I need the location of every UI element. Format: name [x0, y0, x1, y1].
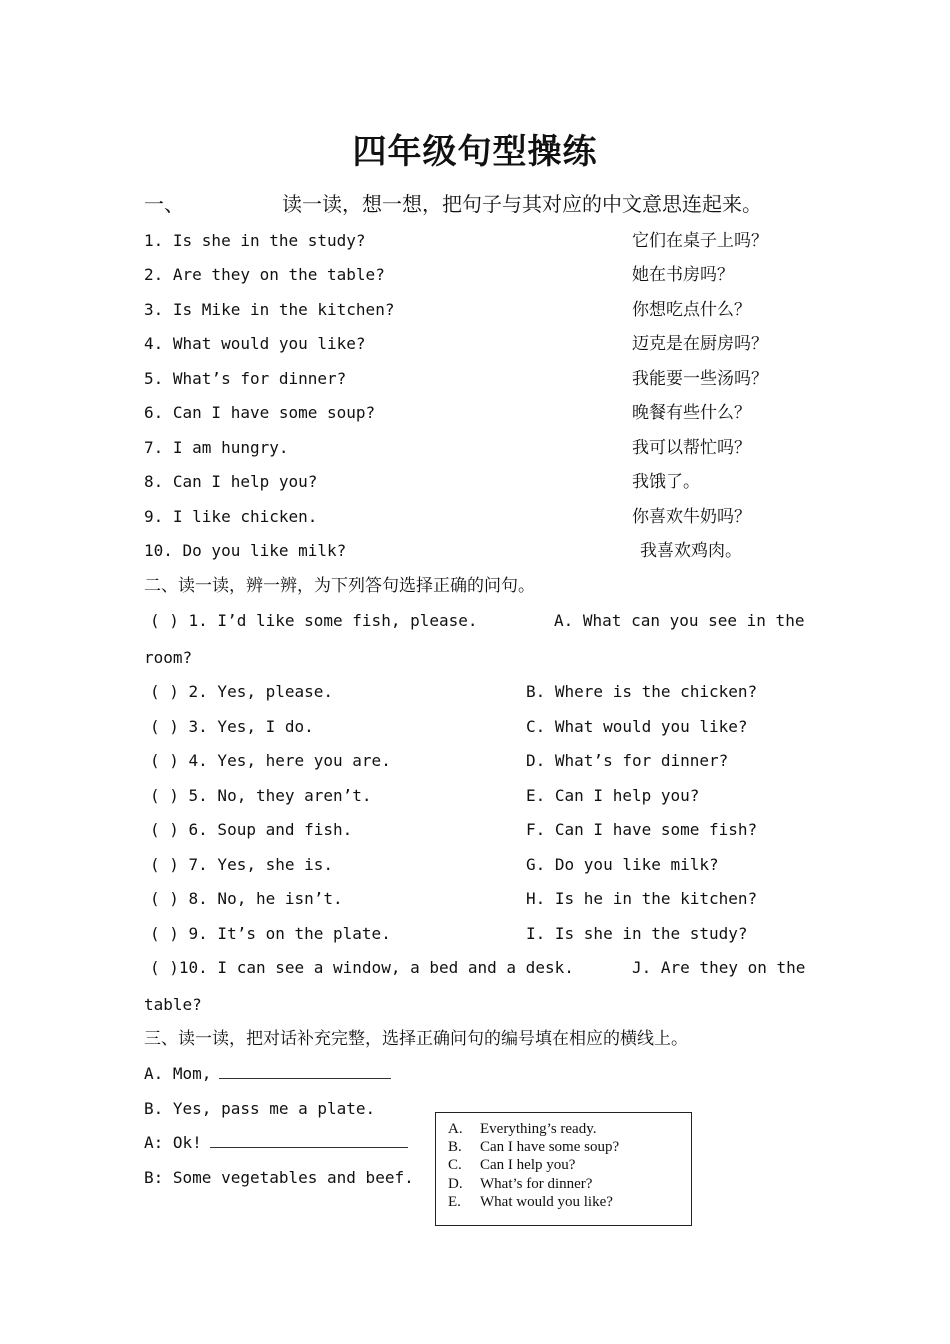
question-option-j: J. Are they on the — [632, 958, 806, 977]
match-english-4: 4. What would you like? — [144, 334, 366, 353]
section1-instruction: 读一读，想一想，把句子与其对应的中文意思连起来。 — [282, 192, 762, 216]
answer-blank-1[interactable] — [219, 1064, 391, 1079]
match-chinese-2: 她在书房吗？ — [632, 265, 734, 285]
answer-blank-2[interactable] — [210, 1133, 408, 1148]
answer-line-2: ( ) 2. Yes, please. — [150, 682, 334, 701]
answer-line-1: ( ) 1. I’d like some fish, please. — [150, 611, 478, 630]
match-english-6: 6. Can I have some soup? — [144, 403, 376, 422]
option-b: B. Can I have some soup? — [448, 1139, 620, 1155]
match-chinese-10: 我喜欢鸡肉。 — [640, 541, 742, 561]
match-chinese-7: 我可以帮忙吗？ — [632, 438, 751, 458]
match-english-8: 8. Can I help you? — [144, 472, 318, 491]
question-option-d: D. What’s for dinner? — [526, 751, 729, 770]
question-option-c: C. What would you like? — [526, 717, 748, 736]
match-chinese-6: 晚餐有些什么？ — [632, 403, 751, 423]
option-c: C. Can I help you? — [448, 1157, 576, 1173]
match-english-2: 2. Are they on the table? — [144, 265, 385, 284]
question-option-g: G. Do you like milk? — [526, 855, 719, 874]
match-english-3: 3. Is Mike in the kitchen? — [144, 300, 395, 319]
match-english-1: 1. Is she in the study? — [144, 231, 366, 250]
question-option-e: E. Can I help you? — [526, 786, 700, 805]
option-a: A. Everything’s ready. — [448, 1121, 597, 1137]
answer-line-7: ( ) 7. Yes, she is. — [150, 855, 334, 874]
options-box — [435, 1112, 692, 1226]
match-chinese-8: 我饿了。 — [632, 472, 700, 492]
question-option-j-wrap: table? — [144, 995, 202, 1014]
answer-line-3: ( ) 3. Yes, I do. — [150, 717, 314, 736]
answer-line-10: ( )10. I can see a window, a bed and a desk. — [150, 958, 574, 977]
page-title: 四年级句型操练 — [352, 132, 598, 172]
match-chinese-1: 它们在桌子上吗？ — [632, 231, 768, 251]
dialogue-line-3-text: A: Ok! — [144, 1133, 202, 1152]
option-d: D. What’s for dinner? — [448, 1176, 593, 1192]
question-option-i: I. Is she in the study? — [526, 924, 748, 943]
section2-heading: 二、读一读，辨一辨，为下列答句选择正确的问句。 — [144, 576, 535, 596]
dialogue-line-4: B: Some vegetables and beef. — [144, 1168, 414, 1187]
dialogue-line-2: B. Yes, pass me a plate. — [144, 1099, 376, 1118]
question-option-f: F. Can I have some fish? — [526, 820, 758, 839]
match-english-7: 7. I am hungry. — [144, 438, 289, 457]
dialogue-line-1 — [144, 1063, 391, 1085]
match-chinese-3: 你想吃点什么？ — [632, 300, 751, 320]
section1-number: 一、 — [144, 192, 184, 216]
match-english-10: 10. Do you like milk? — [144, 541, 347, 560]
dialogue-line-1-text: A. Mom, — [144, 1064, 212, 1083]
answer-line-6: ( ) 6. Soup and fish. — [150, 820, 353, 839]
answer-line-8: ( ) 8. No, he isn’t. — [150, 889, 343, 908]
match-chinese-4: 迈克是在厨房吗？ — [632, 334, 768, 354]
answer-line-9: ( ) 9. It’s on the plate. — [150, 924, 391, 943]
match-chinese-5: 我能要一些汤吗？ — [632, 369, 768, 389]
match-english-5: 5. What’s for dinner? — [144, 369, 347, 388]
match-english-9: 9. I like chicken. — [144, 507, 318, 526]
answer-line-5: ( ) 5. No, they aren’t. — [150, 786, 372, 805]
option-e: E. What would you like? — [448, 1194, 613, 1210]
section3-heading: 三、读一读，把对话补充完整，选择正确问句的编号填在相应的横线上。 — [144, 1029, 688, 1049]
question-option-a-wrap: room? — [144, 648, 193, 667]
question-option-h: H. Is he in the kitchen? — [526, 889, 758, 908]
question-option-b: B. Where is the chicken? — [526, 682, 758, 701]
dialogue-line-3 — [144, 1132, 408, 1154]
question-option-a: A. What can you see in the — [554, 611, 805, 630]
match-chinese-9: 你喜欢牛奶吗？ — [632, 507, 751, 527]
answer-line-4: ( ) 4. Yes, here you are. — [150, 751, 391, 770]
